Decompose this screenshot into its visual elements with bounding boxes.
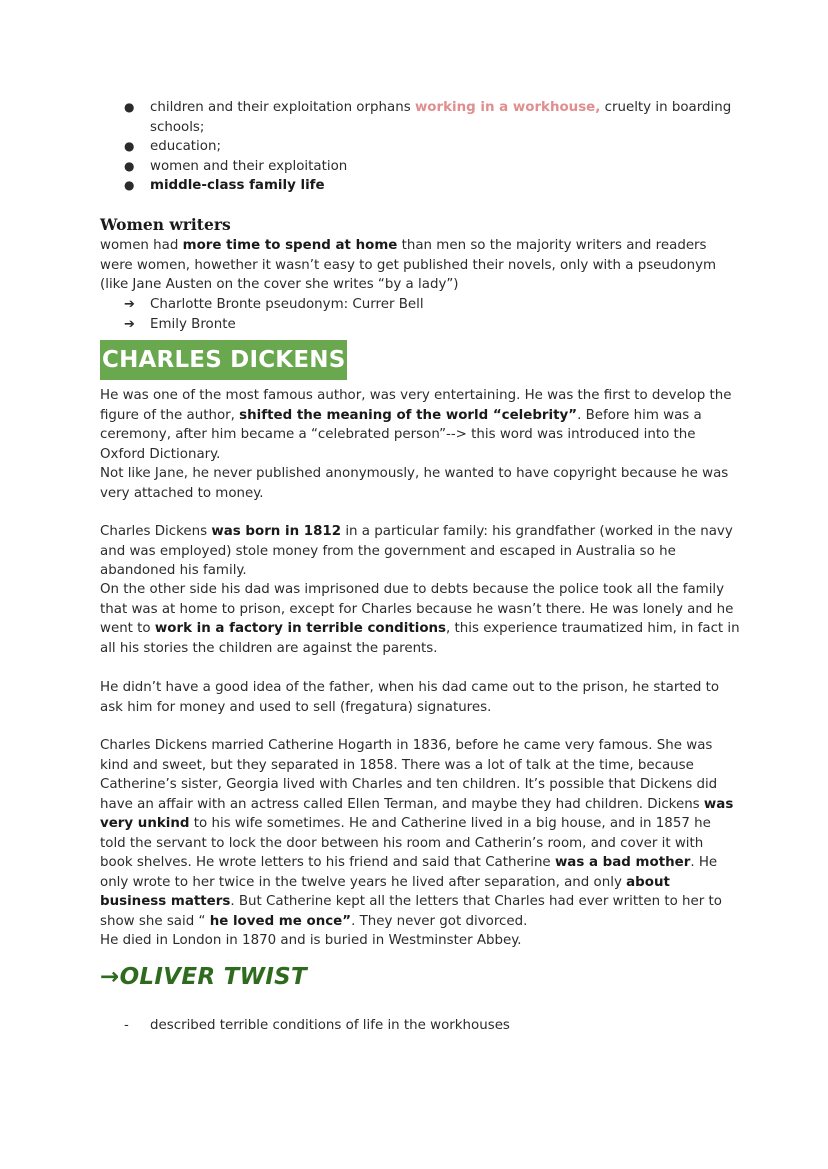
oliver-twist-heading: →OLIVER TWIST xyxy=(100,964,308,990)
women-writers-list xyxy=(100,295,740,334)
dickens-paragraph-2: Not like Jane, he never published anonymously, he wanted to have copyright because he was very attached to money. xyxy=(100,466,729,501)
bullet-icon: ● xyxy=(124,178,135,192)
dickens-paragraph-7: He died in London in 1870 and is buried in Westminster Abbey. xyxy=(100,933,522,948)
dickens-paragraph-3: Charles Dickens was born in 1812 in a particular family: his grandfather (worked in the navy and was employed) stole money from the government and escaped in Australia so he abandoned his family. xyxy=(100,524,733,578)
women-writers-heading: Women writers xyxy=(100,215,231,234)
dash-icon: - xyxy=(124,1018,129,1033)
list-item: ● women and their exploitation xyxy=(100,157,740,177)
dickens-paragraph-5: He didn’t have a good idea of the father, when his dad came out to the prison, he started to ask him for money and used to sell (fregatura) signatures. xyxy=(100,680,720,715)
bullet-icon: ● xyxy=(124,158,135,173)
bullet-icon: ● xyxy=(124,139,135,153)
dickens-paragraph-6: Charles Dickens married Catherine Hogarth in 1836, before he came very famous. She was kind and sweet, but they separated in 1858. There was a lot of talk at the time, because Catherine’s sister, Georgia lived with Charles and ten children. It’s possible that Dickens did have an affair with an actress called Ellen Terman, and maybe they had children. Dickens was very unkind to his wife sometimes. He and Catherine lived in a big house, and in 1857 he told the servant to lock the door between his room and Catherin’s room, and cover it with book shelves. He wrote letters to his friend and said that Catherine was a bad mother. He only wrote to her twice in the twelve years he lived after separation, and only about business matters. But Catherine kept all the letters that Charles had ever written to her to show she said “ he loved me once”. They never got divorced. xyxy=(100,738,734,929)
list-item: ➔ Emily Bronte xyxy=(100,315,740,335)
highlight-text: working in a workhouse, xyxy=(414,100,601,115)
list-item: ➔ Charlotte Bronte pseudonym: Currer Bell xyxy=(100,295,740,315)
women-writers-paragraph: women had more time to spend at home than men so the majority writers and readers were women, howether it wasn’t easy to get published their novels, only with a pseudonym (like Jane Austen on the cover she writes “by a lady”) xyxy=(100,238,717,292)
list-item: ● middle-class family life xyxy=(100,176,740,196)
list-item: ● children and their exploitation orphans working in a workhouse, cruelty in boarding schools; xyxy=(124,100,732,135)
section-banner xyxy=(100,340,347,380)
arrow-icon: ➔ xyxy=(124,297,135,312)
bullet-icon: ● xyxy=(124,100,135,114)
dickens-paragraph-1: He was one of the most famous author, was very entertaining. He was the first to develop the figure of the author, shifted the meaning of the world “celebrity”. Before him was a ceremony, after him became a “celebrated person”--> this word was introduced into the Oxford Dictionary. xyxy=(100,388,732,462)
list-item: - described terrible conditions of life in the workhouses xyxy=(100,1016,740,1036)
banner-title: CHARLES DICKENS xyxy=(100,340,347,380)
oliver-twist-list xyxy=(100,1016,740,1036)
dickens-paragraph-4: On the other side his dad was imprisoned due to debts because the police took all the family that was at home to prison, except for Charles because he wasn’t there. He was lonely and he went to work in a factory in terrible conditions, this experience traumatized him, in fact in all his stories the children are against the parents. xyxy=(100,582,740,656)
list-item: ● education; xyxy=(100,137,740,157)
arrow-icon: ➔ xyxy=(124,316,135,332)
themes-list xyxy=(100,98,740,196)
